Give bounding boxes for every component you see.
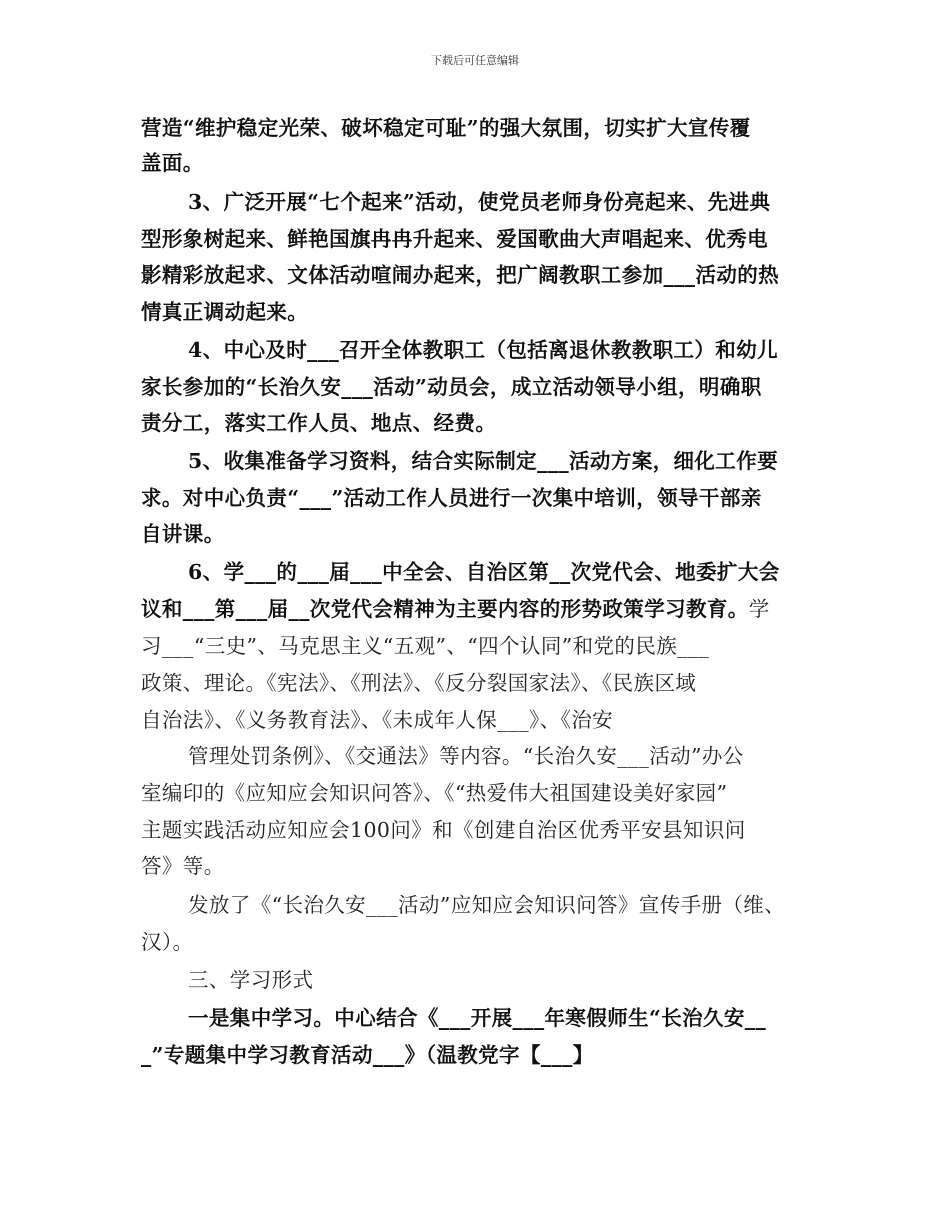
paragraph-line: 发放了《“长治久安___活动”应知应会知识问答》宣传手册（维、 [188, 893, 786, 917]
paragraph-line: 6、学___的___届___中全会、自治区第__次党代会、地委扩大会 [188, 560, 780, 584]
page-header: 下载后可任意编辑 [431, 54, 519, 67]
paragraph-line: 5、收集准备学习资料，结合实际制定___活动方案，细化工作要 [188, 449, 779, 473]
paragraph-line: 情真正调动起来。 [141, 300, 309, 324]
paragraph-line: 答》等。 [141, 854, 225, 878]
paragraph-line: 营造“维护稳定光荣、破坏稳定可耻”的强大氛围，切实扩大宣传覆 [141, 116, 751, 140]
paragraph-line: 3、广泛开展“七个起来”活动，使党员老师身份亮起来、先进典 [188, 190, 771, 214]
paragraph-line: _”专题集中学习教育活动___》（温教党字【___】 [141, 1043, 594, 1067]
paragraph-line: 影精彩放起求、文体活动喧闹办起来，把广阔教职工参加___活动的热 [141, 263, 780, 287]
paragraph-line: 汉）。 [141, 930, 194, 954]
paragraph-line: 求。对中心负责“___”活动工作人员进行一次集中培训，领导干部亲 [141, 486, 762, 510]
paragraph-line-tail: 学 [748, 597, 770, 621]
paragraph-line: 自治法》、《义务教育法》、《未成年人保___》、《治安 [141, 708, 614, 732]
paragraph-line: 盖面。 [141, 151, 204, 175]
paragraph-line: 室编印的《应知应会知识问答》、《“热爱伟大祖国建设美好家园” [141, 781, 728, 805]
paragraph-line: 责分工，落实工作人员、地点、经费。 [141, 411, 497, 435]
paragraph-line: 自讲课。 [141, 522, 225, 546]
paragraph-line: 政策、理论。《宪法》、《刑法》、《反分裂国家法》、《民族区域 [141, 671, 697, 695]
paragraph-line: 4、中心及时___召开全体教职工（包括离退休教教职工）和幼儿 [188, 338, 779, 362]
section-heading: 三、学习形式 [188, 968, 314, 992]
paragraph-line: 管理处罚条例》、《交通法》等内容。“长治久安___活动”办公 [188, 744, 744, 768]
paragraph-line: 主题实践活动应知应会100问》和《创建自治区优秀平安县知识问 [141, 818, 746, 842]
paragraph-line: 型形象树起来、鲜艳国旗冉冉升起来、爱国歌曲大声唱起来、优秀电 [141, 227, 768, 251]
paragraph-line: 一是集中学习。中心结合《___开展___年寒假师生“长治久安__ [188, 1006, 767, 1030]
paragraph-line [141, 599, 770, 620]
paragraph-line-bold: 议和___第___届__次党代会精神为主要内容的形势政策学习教育。 [141, 597, 749, 621]
paragraph-line: 习___“三史”、马克思主义“五观”、“四个认同”和党的民族___ [141, 634, 710, 658]
paragraph-line: 家长参加的“长治久安___活动”动员会，成立活动领导小组，明确职 [141, 375, 762, 399]
